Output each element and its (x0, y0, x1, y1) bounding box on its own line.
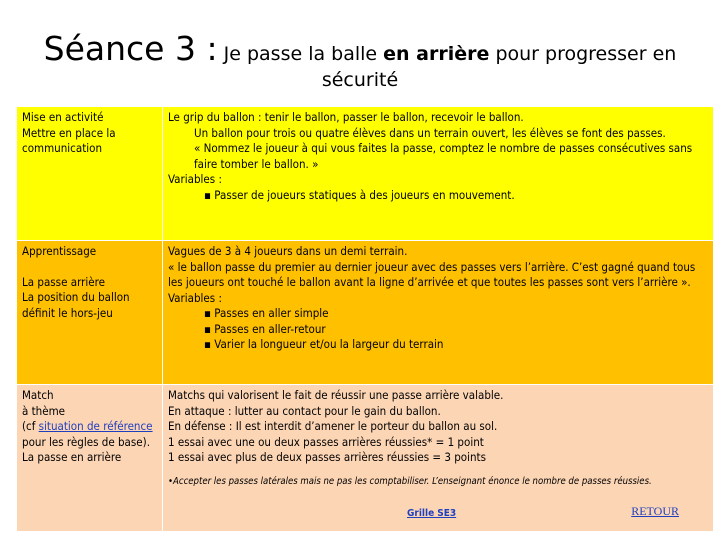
row2-text: Vagues de 3 à 4 joueurs dans un demi terrain. (168, 244, 408, 258)
row1-left-line: communication (22, 141, 103, 155)
row2-bullet: ▪ Passes en aller simple (204, 306, 329, 320)
row2-left-line: La passe arrière (22, 274, 105, 289)
row1-left-cell (17, 107, 163, 241)
row2-left-line: Apprentissage (22, 244, 97, 258)
row2-left-spacer (22, 260, 157, 275)
row1-left-line: Mise en activité (22, 110, 104, 124)
row2-variables: Variables : (168, 290, 222, 305)
row3-text: En attaque : lutter au contact pour le gain du ballon. (168, 403, 441, 418)
row3-text: Matchs qui valorisent le fait de réussir une passe arrière valable. (168, 388, 504, 402)
row3-ref-prefix: (cf (22, 419, 39, 433)
row1-indent: Un ballon pour trois ou quatre élèves dans un terrain ouvert, les élèves se font des passes. (194, 125, 666, 140)
row3-left-line: La passe en arrière (22, 450, 122, 464)
grille-link[interactable]: Grille SE3 (407, 507, 457, 519)
session-table (16, 106, 714, 532)
row3-right-cell (163, 385, 714, 532)
row2-bullet: ▪ Passes en aller-retour (204, 321, 326, 336)
table-row (17, 241, 714, 385)
retour-link[interactable]: RETOUR (631, 503, 679, 518)
row3-left-line: Match (22, 388, 54, 402)
title-bold: en arrière (383, 43, 490, 65)
row3-left-cell (17, 385, 163, 532)
row3-left-line: à thème (22, 403, 66, 418)
row3-note: •Accepter les passes latérales mais ne pas les comptabiliser. L’enseignant énonce le nombre de passes réussies. (168, 475, 652, 487)
table-row (17, 107, 714, 241)
row3-text: 1 essai avec une ou deux passes arrières réussies* = 1 point (168, 434, 484, 449)
row1-bullet: ▪ Passer de joueurs statiques à des joueurs en mouvement. (204, 187, 515, 202)
row1-left-line: Mettre en place la (22, 125, 116, 140)
row3-ref-suffix: pour les règles de base). (22, 434, 150, 449)
title-session: Séance 3 : (43, 29, 218, 68)
row2-text: « le ballon passe du premier au dernier joueur avec des passes vers l’arrière. C’est gagné quand tous les joueurs ont touché le ballon avant la ligne d’arrivée et que toutes les passes sont vers l’arrière ». (168, 259, 696, 289)
row1-variables: Variables : (168, 172, 222, 186)
page-title (0, 28, 720, 93)
row3-text: En défense : Il est interdit d’amener le porteur du ballon au sol. (168, 419, 498, 433)
row2-left-line: La position du ballon définit le hors-jeu (22, 290, 130, 320)
situation-reference-link[interactable]: situation de référence (38, 419, 153, 433)
row2-bullet: ▪ Varier la longueur et/ou la largeur du terrain (204, 337, 444, 351)
title-part2: pour progresser en (489, 43, 677, 65)
row3-text: 1 essai avec plus de deux passes arrières réussies = 3 points (168, 450, 486, 464)
row1-right-cell (163, 107, 714, 241)
row2-right-cell (163, 241, 714, 385)
row1-text: Le grip du ballon : tenir le ballon, passer le ballon, recevoir le ballon. (168, 110, 524, 124)
title-line2: sécurité (321, 69, 399, 92)
row1-indent: « Nommez le joueur à qui vous faites la passe, comptez le nombre de passes consécutives sans faire tomber le ballon. » (194, 141, 693, 171)
row2-left-cell (17, 241, 163, 385)
title-part1: Je passe la balle (217, 43, 384, 65)
row3-left-ref (22, 419, 157, 450)
table-row (17, 385, 714, 532)
